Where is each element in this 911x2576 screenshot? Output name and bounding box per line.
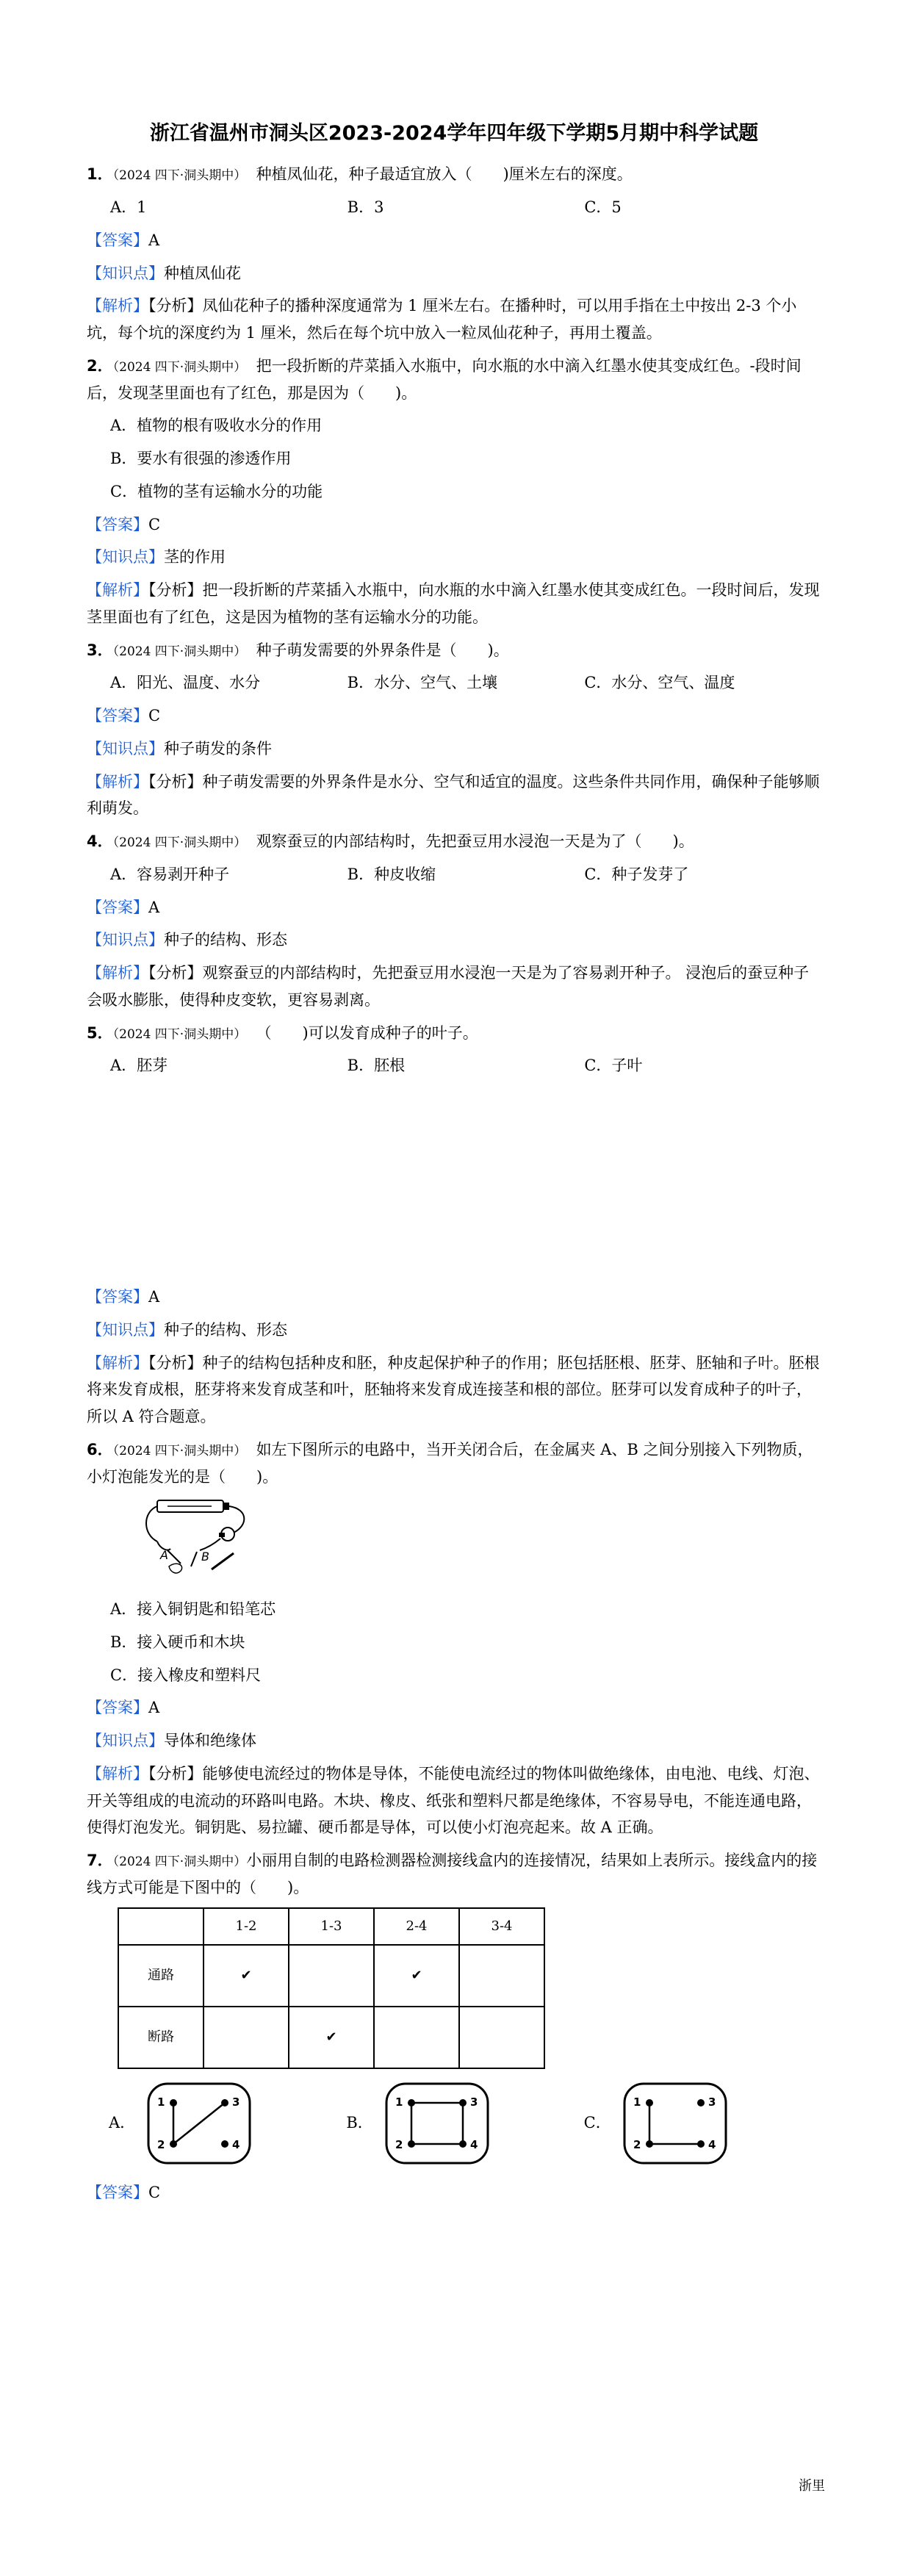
clip-label-b: B — [201, 1550, 209, 1564]
mark-cell — [204, 2007, 289, 2068]
option-a — [109, 2079, 346, 2167]
knowledge-row: 【知识点】种子的结构、形态 — [87, 931, 287, 949]
row-label-cell: 断路 — [118, 2007, 204, 2068]
analysis-text: 【分析】把一段折断的芹菜插入水瓶中，向水瓶的水中滴入红墨水使其变成红色。一段时间后，发现茎里面也有了红色，这是因为植物的茎有运输水分的功能。 — [87, 581, 820, 626]
analysis-row: 【解析】【分析】种子萌发需要的外界条件是水分、空气和适宜的温度。这些条件共同作用，确保种子能够顺利萌发。 — [87, 772, 820, 818]
answer-row: 【答案】A — [87, 1288, 160, 1306]
svg-text:3: 3 — [469, 2095, 478, 2109]
table-header-cell: 3-4 — [459, 1908, 544, 1945]
junction-box-a-icon — [144, 2079, 254, 2167]
answer-row: 【答案】A — [87, 898, 160, 916]
knowledge-row: 【知识点】导体和绝缘体 — [87, 1732, 256, 1749]
option-c: C．子叶 — [584, 1057, 643, 1075]
analysis-text: 【分析】观察蚕豆的内部结构时，先把蚕豆用水浸泡一天是为了容易剥开种子。 浸泡后的蚕豆种子会吸水膨胀，使得种皮变软，更容易剥离。 — [87, 964, 810, 1009]
table-row — [118, 1945, 544, 2007]
pencil-icon — [212, 1553, 234, 1569]
question-number: 3． — [87, 641, 113, 659]
circuit-options — [87, 2079, 821, 2167]
svg-text:2: 2 — [633, 2137, 641, 2151]
question-source: （2024 四下·洞头期中） — [112, 1026, 247, 1042]
question-text: 种植凤仙花，种子最适宜放入（ )厘米左右的深度。 — [256, 165, 633, 184]
circuit-diagram — [138, 1496, 263, 1577]
question-number: 2． — [87, 356, 113, 375]
question-source: （2024 四下·洞头期中） — [112, 644, 247, 659]
answer-row: 【答案】A — [87, 1699, 160, 1717]
clip-b-icon — [191, 1552, 197, 1566]
table-header-cell: 1-2 — [204, 1908, 289, 1945]
svg-text:4: 4 — [232, 2137, 240, 2151]
option-b: B．接入硬币和木块 — [110, 1633, 245, 1651]
knowledge-row: 【知识点】茎的作用 — [87, 548, 226, 566]
question-source: （2024 四下·洞头期中） — [112, 1854, 247, 1869]
mark-cell: ✔ — [204, 1945, 289, 2007]
junction-box-c-icon — [620, 2079, 730, 2167]
table-row — [118, 2007, 544, 2068]
test-result-table — [118, 1907, 545, 2069]
answer-value: A — [148, 231, 160, 249]
question-6 — [87, 1436, 821, 1841]
option-b: B．胚根 — [347, 1057, 406, 1075]
wire-left — [146, 1506, 157, 1541]
mark-cell — [459, 2007, 544, 2068]
question-number: 6． — [87, 1440, 113, 1458]
options — [87, 861, 821, 888]
option-b — [346, 2079, 583, 2167]
knowledge-value: 导体和绝缘体 — [164, 1732, 256, 1749]
option-a: A．接入铜钥匙和铅笔芯 — [110, 1600, 276, 1618]
options — [87, 194, 821, 221]
row-label-cell: 通路 — [118, 1945, 204, 2007]
analysis-text: 【分析】种子的结构包括种皮和胚，种皮起保护种子的作用；胚包括胚根、胚芽、胚轴和子叶。胚根将来发育成根，胚芽将来发育成茎和叶，胚轴将来发育成连接茎和根的部位。胚芽可以发育成种子的叶子，所以 A 符合题意。 — [87, 1353, 820, 1425]
question-number: 4． — [87, 832, 113, 850]
option-b: B．要水有很强的渗透作用 — [110, 450, 292, 467]
mark-cell: ✔ — [374, 1945, 459, 2007]
option-c: C．种子发芽了 — [584, 865, 689, 883]
analysis-text: 【分析】凤仙花种子的播种深度通常为 1 厘米左右。在播种时，可以用手指在土中按出 2-3 个小坑，每个坑的深度约为 1 厘米，然后在每个坑中放入一粒凤仙花种子，再用土覆盖。 — [87, 297, 797, 342]
knowledge-value: 种子的结构、形态 — [164, 1320, 287, 1339]
mark-cell — [459, 1945, 544, 2007]
question-source: （2024 四下·洞头期中） — [112, 835, 247, 850]
analysis-text: 【分析】种子萌发需要的外界条件是水分、空气和适宜的温度。这些条件共同作用，确保种子能够顺利萌发。 — [87, 772, 820, 818]
mark-cell: ✔ — [289, 2007, 374, 2068]
exam-page — [87, 116, 821, 2212]
svg-text:1: 1 — [633, 2095, 641, 2109]
option-c — [584, 2079, 821, 2167]
question-text: 如左下图所示的电路中，当开关闭合后，在金属夹 A、B 之间分别接入下列物质，小灯泡能发光的是（ )。 — [87, 1440, 813, 1486]
question-2 — [87, 353, 821, 631]
question-source: （2024 四下·洞头期中） — [112, 1443, 247, 1458]
key-icon — [169, 1564, 182, 1573]
analysis-row: 【解析】【分析】观察蚕豆的内部结构时，先把蚕豆用水浸泡一天是为了容易剥开种子。 浸泡后的蚕豆种子会吸水膨胀，使得种皮变软，更容易剥离。 — [87, 964, 810, 1009]
question-source: （2024 四下·洞头期中） — [112, 359, 247, 375]
answer-value: A — [148, 898, 160, 916]
option-c: C．接入橡皮和塑料尺 — [110, 1666, 262, 1684]
options — [87, 1052, 821, 1079]
option-letter: B． — [346, 2114, 373, 2132]
svg-text:1: 1 — [157, 2095, 165, 2109]
option-c: C．5 — [584, 198, 622, 216]
option-a: A．胚芽 — [110, 1057, 168, 1075]
table-header-row — [118, 1908, 544, 1945]
bulb-base — [219, 1533, 225, 1537]
question-text: 小丽用自制的电路检测器检测接线盒内的连接情况，结果如上表所示。接线盒内的接线方式可能是下图中的（ )。 — [87, 1852, 818, 1896]
question-1 — [87, 161, 821, 347]
page-title: 浙江省温州市洞头区2023-2024学年四年级下学期5月期中科学试题 — [149, 122, 759, 145]
knowledge-row: 【知识点】种植凤仙花 — [87, 264, 241, 282]
option-a: A．植物的根有吸收水分的作用 — [110, 417, 323, 435]
svg-text:2: 2 — [395, 2137, 403, 2151]
question-text: 种子萌发需要的外界条件是（ )。 — [256, 641, 509, 659]
svg-text:1: 1 — [395, 2095, 403, 2109]
question-source: （2024 四下·洞头期中） — [112, 168, 247, 184]
question-text: 把一段折断的芹菜插入水瓶中，向水瓶的水中滴入红墨水使其变成红色。-段时间后，发现茎里面也有了红色，那是因为（ )。 — [87, 356, 802, 402]
answer-row: 【答案】C — [87, 707, 161, 724]
analysis-row: 【解析】【分析】凤仙花种子的播种深度通常为 1 厘米左右。在播种时，可以用手指在土中按出 2-3 个小坑，每个坑的深度约为 1 厘米，然后在每个坑中放入一粒凤仙花种子，再用土覆盖。 — [87, 297, 797, 342]
answer-value: A — [148, 1288, 160, 1306]
mark-cell — [289, 1945, 374, 2007]
option-c: C．水分、空气、温度 — [584, 674, 735, 692]
question-3 — [87, 637, 821, 823]
option-b: B．3 — [347, 198, 384, 216]
svg-text:4: 4 — [707, 2137, 716, 2151]
option-a: A．容易剥开种子 — [110, 865, 230, 883]
analysis-text: 【分析】能够使电流经过的物体是导体，不能使电流经过的物体叫做绝缘体，由电池、电线、灯泡、开关等组成的电流动的环路叫电路。木块、橡皮、纸张和塑料尺都是绝缘体，不容易导电，不能连通电路，使得灯泡发光。铜钥匙、易拉罐、硬币都是导体，可以使小灯泡亮起来。故 A 正确。 — [87, 1764, 820, 1837]
knowledge-value: 种植凤仙花 — [164, 264, 241, 282]
answer-row: 【答案】C — [87, 2183, 161, 2201]
answer-value: C — [148, 515, 161, 533]
analysis-row: 【解析】【分析】能够使电流经过的物体是导体，不能使电流经过的物体叫做绝缘体，由电池、电线、灯泡、开关等组成的电流动的环路叫电路。木块、橡皮、纸张和塑料尺都是绝缘体，不容易导电，不能连通电路，使得灯泡发光。铜钥匙、易拉罐、硬币都是导体，可以使小灯泡亮起来。故 A 正确。 — [87, 1764, 820, 1837]
question-number: 7． — [87, 1852, 113, 1869]
knowledge-value: 茎的作用 — [164, 548, 226, 566]
question-5 — [87, 1020, 821, 1431]
knowledge-row: 【知识点】种子的结构、形态 — [87, 1320, 287, 1339]
analysis-row: 【解析】【分析】种子的结构包括种皮和胚，种皮起保护种子的作用；胚包括胚根、胚芽、胚轴和子叶。胚根将来发育成根，胚芽将来发育成茎和叶，胚轴将来发育成连接茎和根的部位。胚芽可以发育成种子的叶子，所以 A 符合题意。 — [87, 1353, 820, 1425]
knowledge-row: 【知识点】种子萌发的条件 — [87, 739, 272, 758]
knowledge-value: 种子的结构、形态 — [164, 931, 287, 949]
option-a: A．阳光、温度、水分 — [110, 674, 261, 692]
option-b: B．水分、空气、土壤 — [347, 674, 498, 692]
question-number: 5． — [87, 1023, 113, 1042]
answer-row: 【答案】C — [87, 515, 161, 533]
question-7 — [87, 1847, 821, 2206]
mark-cell — [374, 2007, 459, 2068]
table-header-cell: 1-3 — [289, 1908, 374, 1945]
option-letter: C． — [583, 2114, 611, 2132]
question-number: 1． — [87, 165, 113, 184]
blank-space — [87, 1085, 821, 1284]
clip-label-a: A — [160, 1548, 168, 1563]
table-header-cell: 2-4 — [374, 1908, 459, 1945]
question-4 — [87, 828, 821, 1014]
circuit-figure — [138, 1496, 821, 1586]
knowledge-value: 种子萌发的条件 — [164, 739, 272, 758]
svg-text:4: 4 — [469, 2137, 478, 2151]
option-a: A．1 — [110, 198, 147, 216]
page-footer: 浙里 — [799, 2478, 825, 2494]
battery-terminal — [223, 1503, 229, 1510]
clip-a-icon — [168, 1550, 181, 1564]
question-text: （ )可以发育成种子的叶子。 — [256, 1023, 478, 1042]
analysis-row: 【解析】【分析】把一段折断的芹菜插入水瓶中，向水瓶的水中滴入红墨水使其变成红色。一段时间后，发现茎里面也有了红色，这是因为植物的茎有运输水分的功能。 — [87, 581, 820, 626]
answer-value: A — [148, 1699, 160, 1717]
answer-value: C — [148, 707, 161, 724]
answer-row: 【答案】A — [87, 231, 160, 249]
svg-text:3: 3 — [232, 2095, 240, 2109]
option-c: C．植物的茎有运输水分的功能 — [110, 482, 323, 500]
wire-b — [200, 1539, 220, 1550]
options — [87, 669, 821, 697]
table-corner-cell — [118, 1908, 204, 1945]
svg-text:3: 3 — [707, 2095, 716, 2109]
option-letter: A． — [109, 2114, 136, 2132]
option-b: B．种皮收缩 — [347, 865, 436, 883]
question-text: 观察蚕豆的内部结构时，先把蚕豆用水浸泡一天是为了（ )。 — [256, 832, 694, 850]
answer-value: C — [148, 2183, 161, 2201]
junction-box-b-icon — [382, 2079, 492, 2167]
svg-text:2: 2 — [157, 2137, 165, 2151]
